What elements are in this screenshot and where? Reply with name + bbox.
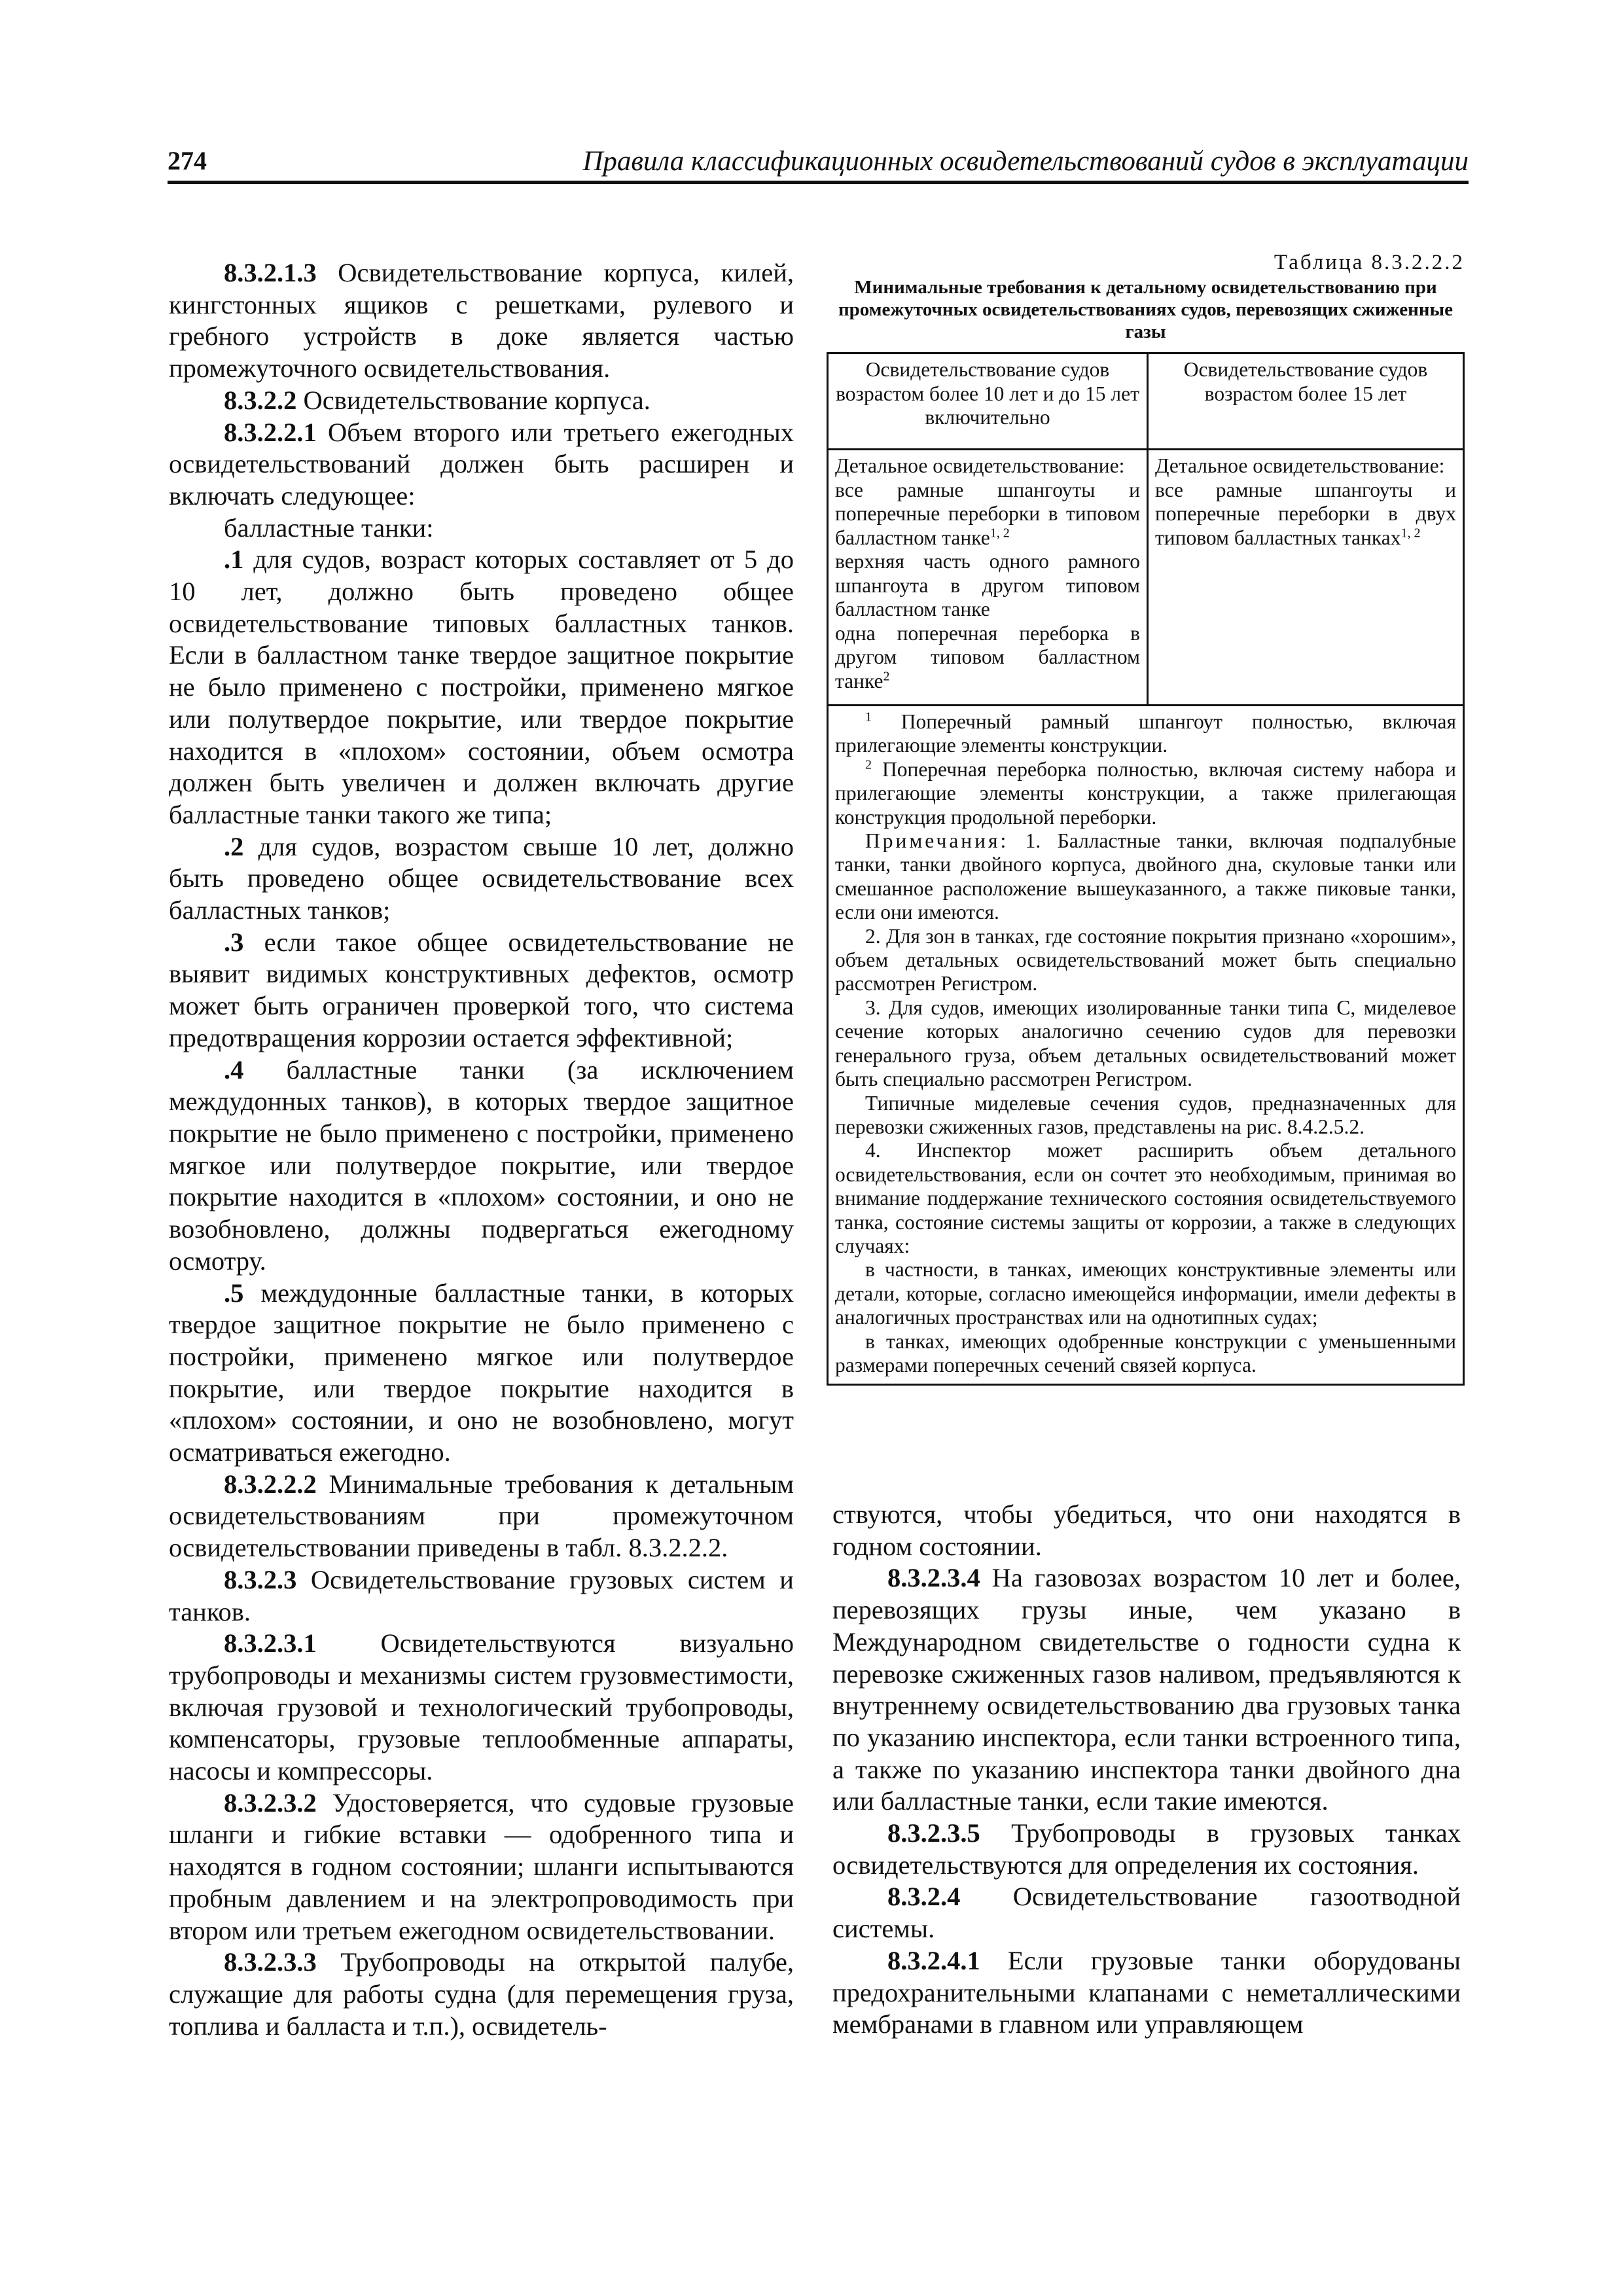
list-item: .1 для судов, возраст которых составляет от 5 до 10 лет, должно быть проведено общее освидетельствование типовых балластных танков. Если в балластном танке твердое защитное покрытие не было применено с постройки, применено мягкое или полутвердое покрытие, или твердое покрытие находится в «плохом» состоянии, объем осмотра должен быть увеличен и должен включать другие балластные танки такого же типа; (169, 545, 794, 829)
paragraph: 8.3.2.2 Освидетельствование корпуса. (224, 385, 651, 415)
paragraph: ствуются, чтобы убедиться, что они находятся в годном состоянии. (832, 1499, 1461, 1561)
paragraph: 8.3.2.4.1 Если грузовые танки оборудованы предохранительными клапанами с неметаллическими мембранами в главном или управляющем (832, 1945, 1461, 2039)
table-header-row (829, 354, 1463, 450)
paragraph: 8.3.2.3 Освидетельствование грузовых систем и танков. (169, 1564, 794, 1626)
note: Примечания: 1. Балластные танки, включая подпалубные танки, танки двойного корпуса, двойного дна, скуловые танки или смешанное расположение вышеуказанного, а также пиковые танки, если они имеются. (835, 829, 1456, 924)
note: 4. Инспектор может расширить объем детального освидетельствования, если он сочтет это необходимым, принимая во внимание поддержание технического состояния освидетельствуемого танка, состояние системы защиты от коррозии, а также в следующих случаях: (835, 1139, 1456, 1257)
paragraph: 8.3.2.3.4 На газовозах возрастом 10 лет и более, перевозящих грузы иные, чем указано в Международном свидетельстве о годности судна к перевозке сжиженных газов наливом, предъявляются к внутреннему освидетельствованию два грузовых танка по указанию инспектора, если танки встроенного типа, а также по указанию инспектора танки двойного дна или балластные танки, если такие имеются. (832, 1563, 1461, 1816)
paragraph: 8.3.2.2.2 Минимальные требования к детальным освидетельствованиям при промежуточном освидетельствовании приведены в табл. 8.3.2.2.2. (169, 1469, 794, 1563)
footnote: $^2$ Поперечная переборка полностью, включая систему набора и прилегающие элементы конструкции, а также прилегающая конструкция продольной переборки. (835, 757, 1456, 829)
table-cell: Детальное освидетельствование: все рамные шпангоуты и поперечные переборки в типовом балластном танке$^{1, 2}$ верхняя часть одного рамного шпангоута в другом типовом балластном танке одна поперечная переборка в другом типовом балластном танке$^2$ (835, 454, 1140, 692)
header-rule (168, 181, 1469, 184)
note: Типичные миделевые сечения судов, предназначенных для перевозки сжиженных газов, представлены на рис. 8.4.2.5.2. (835, 1091, 1456, 1138)
right-column (832, 1499, 1461, 2041)
page-number: 274 (168, 146, 207, 175)
footnote: $^1$ Поперечный рамный шпангоут полностью, включая прилегающие элементы конструкции. (835, 709, 1456, 757)
list-item: .5 междудонные балластные танки, в которых твердое защитное покрытие не было применено с постройки, применено мягкое или полутвердое покрытие, или твердое покрытие находится в «плохом» состоянии, и оно не возобновлено, могут осматриваться ежегодно. (169, 1278, 794, 1467)
paragraph: 8.3.2.3.1 Освидетельствуются визуально трубопроводы и механизмы систем грузовместимости, включая грузовой и технологический трубопроводы, компенсаторы, грузовые теплообменные аппараты, насосы и компрессоры. (169, 1628, 794, 1786)
table-notes (829, 706, 1463, 1384)
note: 3. Для судов, имеющих изолированные танки типа C, миделевое сечение которых аналогично сечению судов для перевозки генерального груза, объем детальных освидетельствований может быть специально рассмотрен Регистром. (835, 996, 1456, 1091)
table-block (827, 251, 1465, 1386)
left-column (169, 257, 794, 2042)
paragraph: 8.3.2.3.2 Удостоверяется, что судовые грузовые шланги и гибкие вставки — одобренного типа и находятся в годном состоянии; шланги испытываются пробным давлением и на электропроводимость при втором или третьем ежегодном освидетельствовании. (169, 1787, 794, 1945)
list-item: .3 если такое общее освидетельствование не выявит видимых конструктивных дефектов, осмотр может быть ограничен проверкой того, что система предотвращения коррозии остается эффективной; (169, 927, 794, 1052)
table-label: Таблица 8.3.2.2.2 (1274, 251, 1465, 274)
paragraph: 8.3.2.3.5 Трубопроводы в грузовых танках освидетельствуются для определения их состояния. (832, 1818, 1461, 1880)
note: в танках, имеющих одобренные конструкции с уменьшенными размерами поперечных сечений связей корпуса. (835, 1329, 1456, 1376)
running-title: Правила классификационных освидетельствований судов в эксплуатации (582, 146, 1469, 177)
table-row (829, 450, 1463, 706)
paragraph: 8.3.2.4 Освидетельствование газоотводной системы. (832, 1882, 1461, 1944)
table-header-cell: Освидетельствование судов возрастом более 15 лет (1147, 354, 1463, 448)
table-header-cell: Освидетельствование судов возрастом более 10 лет и до 15 лет включительно (836, 358, 1139, 429)
requirements-table (827, 352, 1465, 1386)
table-cell: Детальное освидетельствование: все рамные шпангоуты и поперечные переборки в двух типовом балластных танках$^{1, 2}$ (1147, 450, 1463, 704)
list-item: .2 для судов, возрастом свыше 10 лет, должно быть проведено общее освидетельствование всех балластных танков; (169, 831, 794, 925)
list-item: .4 балластные танки (за исключением междудонных танков), в которых твердое защитное покрытие не было применено с постройки, применено мягкое или полутвердое покрытие, или твердое покрытие находится в «плохом» состоянии, и оно не возобновлено, должны подвергаться ежегодному осмотру. (169, 1054, 794, 1276)
paragraph: 8.3.2.1.3 Освидетельствование корпуса, килей, кингстонных ящиков с решетками, рулевого и гребного устройств в доке является частью промежуточного освидетельствования. (169, 258, 794, 384)
paragraph: 8.3.2.3.3 Трубопроводы на открытой палубе, служащие для работы судна (для перемещения груза, топлива и балласта и т.п.), освидетель- (169, 1947, 794, 2041)
paragraph: балластные танки: (224, 512, 434, 543)
note: в частности, в танках, имеющих конструктивные элементы или детали, которые, согласно имеющейся информации, имели дефекты в аналогичных пространствах или на однотипных судах; (835, 1258, 1456, 1329)
note: 2. Для зон в танках, где состояние покрытия признано «хорошим», объем детальных освидетельствований может быть специально рассмотрен Регистром. (835, 924, 1456, 996)
paragraph: 8.3.2.2.1 Объем второго или третьего ежегодных освидетельствований должен быть расширен и включать следующее: (169, 417, 794, 511)
table-title: Минимальные требования к детальному освидетельствованию при промежуточных освидетельствованиях судов, перевозящих сжиженные газы (838, 277, 1454, 342)
page-header (162, 145, 1469, 185)
